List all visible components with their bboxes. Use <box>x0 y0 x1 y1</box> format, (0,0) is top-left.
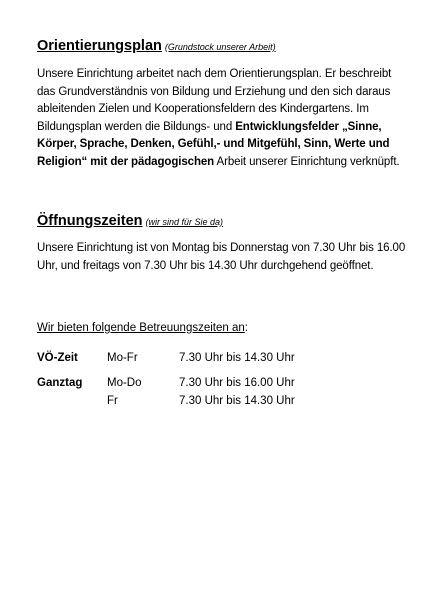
care-row-time: 7.30 Uhr bis 14.30 Uhr <box>179 352 295 364</box>
care-row-time: 7.30 Uhr bis 16.00 Uhr <box>179 377 295 389</box>
heading-title: Orientierungsplan <box>37 38 162 54</box>
care-times-title-colon: : <box>244 322 248 334</box>
heading-subtitle: (Grundstock unserer Arbeit) <box>164 42 276 52</box>
care-row-label: VÖ-Zeit <box>37 352 78 364</box>
section-heading-orientierungsplan <box>37 38 276 54</box>
care-row-day: Mo-Fr <box>107 352 138 364</box>
care-row-day: Fr <box>107 395 118 407</box>
paragraph-bold-text: Entwicklungsfelder „Sinne, Körper, Sprache, Denken, Gefühl,- und Mitgefühl, Sinn, Werte und Religion“ mit der pädagogischen <box>37 120 390 168</box>
care-row-time: 7.30 Uhr bis 14.30 Uhr <box>179 395 295 407</box>
care-row-label: Ganztag <box>37 377 83 389</box>
care-times-title <box>37 322 248 334</box>
paragraph-outro: Arbeit unserer Einrichtung verknüpft. <box>214 155 400 168</box>
heading-subtitle: (wir sind für Sie da) <box>145 217 224 227</box>
care-row-day: Mo-Do <box>107 377 142 389</box>
care-times-title-text: Wir bieten folgende Betreuungszeiten an <box>37 322 245 334</box>
paragraph-text: Unsere Einrichtung ist von Montag bis Donnerstag von 7.30 Uhr bis 16.00 Uhr, und freitags von 7.30 Uhr bis 14.30 Uhr durchgehend geöffnet. <box>37 242 406 272</box>
heading-title: Öffnungszeiten <box>37 213 143 229</box>
oeffnungszeiten-paragraph <box>37 240 409 275</box>
orientierungsplan-paragraph <box>37 66 409 171</box>
section-heading-oeffnungszeiten <box>37 213 223 229</box>
paragraph-intro: Unsere Einrichtung arbeitet nach dem Orientierungsplan. Er beschreibt das Grundverständnis von Bildung und Erziehung und den sich daraus ableitenden Zielen und Kooperationsfeldern des Kindergartens. Im Bildungsplan werden die Bildungs- und <box>37 68 392 133</box>
